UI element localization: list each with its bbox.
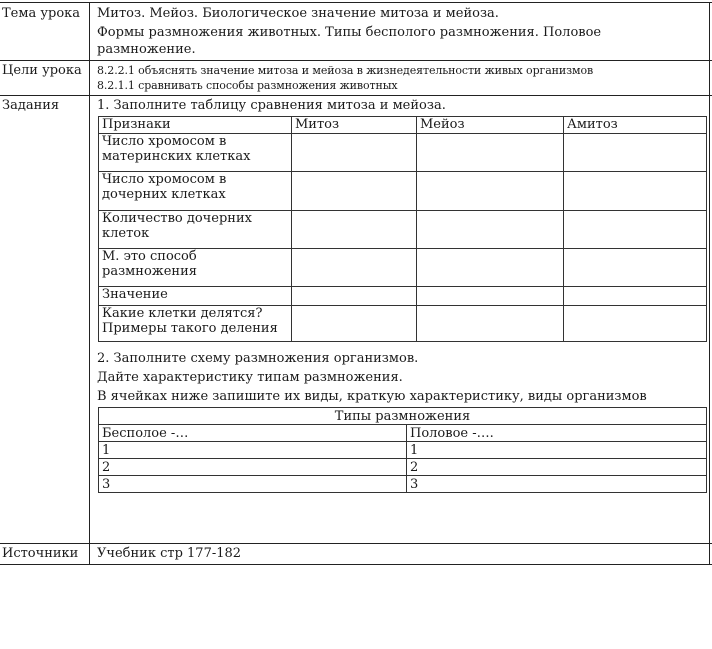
row-label: Число хромосом в материнских клетках	[99, 134, 292, 172]
table-row	[99, 287, 707, 306]
topic-line-2: Формы размножения животных. Типы бесполого размножения. Половое	[97, 25, 602, 40]
answer-cell[interactable]	[292, 249, 417, 287]
task2-line-1: 2. Заполните схему размножения организмов.	[97, 351, 419, 366]
table-row	[99, 476, 707, 493]
answer-cell[interactable]	[564, 211, 707, 249]
label-column-divider	[89, 2, 90, 564]
sources-label: Источники	[2, 546, 79, 561]
divider-after-goals	[0, 95, 712, 96]
table-row	[99, 249, 707, 287]
table-row	[99, 306, 707, 342]
answer-cell[interactable]	[564, 134, 707, 172]
sexual-item-1[interactable]: 1	[407, 442, 707, 459]
row-label: Какие клетки делятся? Примеры такого деления	[99, 306, 292, 342]
sexual-header: Половое -….	[407, 425, 707, 442]
sexual-item-2[interactable]: 2	[407, 459, 707, 476]
answer-cell[interactable]	[564, 287, 707, 306]
divider-top	[0, 2, 712, 3]
header-mitosis: Митоз	[292, 117, 417, 134]
sources-text: Учебник стр 177-182	[97, 546, 242, 561]
answer-cell[interactable]	[417, 172, 564, 211]
header-features: Признаки	[99, 117, 292, 134]
topic-line-3: размножение.	[97, 42, 196, 57]
asexual-item-3[interactable]: 3	[99, 476, 407, 493]
row-label: М. это способ размножения	[99, 249, 292, 287]
goal-line-2: 8.2.1.1 сравнивать способы размножения животных	[97, 79, 398, 92]
table-row	[99, 172, 707, 211]
answer-cell[interactable]	[564, 172, 707, 211]
tasks-label: Задания	[2, 98, 60, 113]
asexual-item-2[interactable]: 2	[99, 459, 407, 476]
answer-cell[interactable]	[292, 172, 417, 211]
divider-before-sources	[0, 543, 712, 544]
answer-cell[interactable]	[564, 249, 707, 287]
goal-line-1: 8.2.2.1 объяснять значение митоза и мейоза в жизнедеятельности живых организмов	[97, 64, 594, 77]
comparison-table	[98, 116, 707, 342]
header-meiosis: Мейоз	[417, 117, 564, 134]
goals-label: Цели урока	[2, 63, 82, 78]
table-row	[99, 134, 707, 172]
answer-cell[interactable]	[417, 287, 564, 306]
asexual-item-1[interactable]: 1	[99, 442, 407, 459]
right-border	[709, 2, 710, 564]
answer-cell[interactable]	[292, 134, 417, 172]
task2-line-2: Дайте характеристику типам размножения.	[97, 370, 403, 385]
answer-cell[interactable]	[417, 134, 564, 172]
row-label: Значение	[99, 287, 292, 306]
row-label: Количество дочерних клеток	[99, 211, 292, 249]
answer-cell[interactable]	[417, 249, 564, 287]
answer-cell[interactable]	[417, 211, 564, 249]
task2-line-3: В ячейках ниже запишите их виды, краткую характеристику, виды организмов	[97, 389, 647, 404]
answer-cell[interactable]	[564, 306, 707, 342]
answer-cell[interactable]	[292, 306, 417, 342]
answer-cell[interactable]	[292, 287, 417, 306]
topic-line-1: Митоз. Мейоз. Биологическое значение митоза и мейоза.	[97, 6, 499, 21]
types-title-row	[99, 408, 707, 425]
types-title: Типы размножения	[99, 408, 707, 425]
answer-cell[interactable]	[417, 306, 564, 342]
types-header-row	[99, 425, 707, 442]
table-row	[99, 211, 707, 249]
sexual-item-3[interactable]: 3	[407, 476, 707, 493]
table-row	[99, 442, 707, 459]
answer-cell[interactable]	[292, 211, 417, 249]
table-row	[99, 459, 707, 476]
divider-after-topic	[0, 60, 712, 61]
task1-title: 1. Заполните таблицу сравнения митоза и мейоза.	[97, 98, 446, 113]
comparison-header-row	[99, 117, 707, 134]
asexual-header: Бесполое -…	[99, 425, 407, 442]
row-label: Число хромосом в дочерних клетках	[99, 172, 292, 211]
topic-label: Тема урока	[2, 6, 81, 21]
reproduction-types-table	[98, 407, 707, 493]
divider-bottom	[0, 564, 712, 565]
header-amitosis: Амитоз	[564, 117, 707, 134]
